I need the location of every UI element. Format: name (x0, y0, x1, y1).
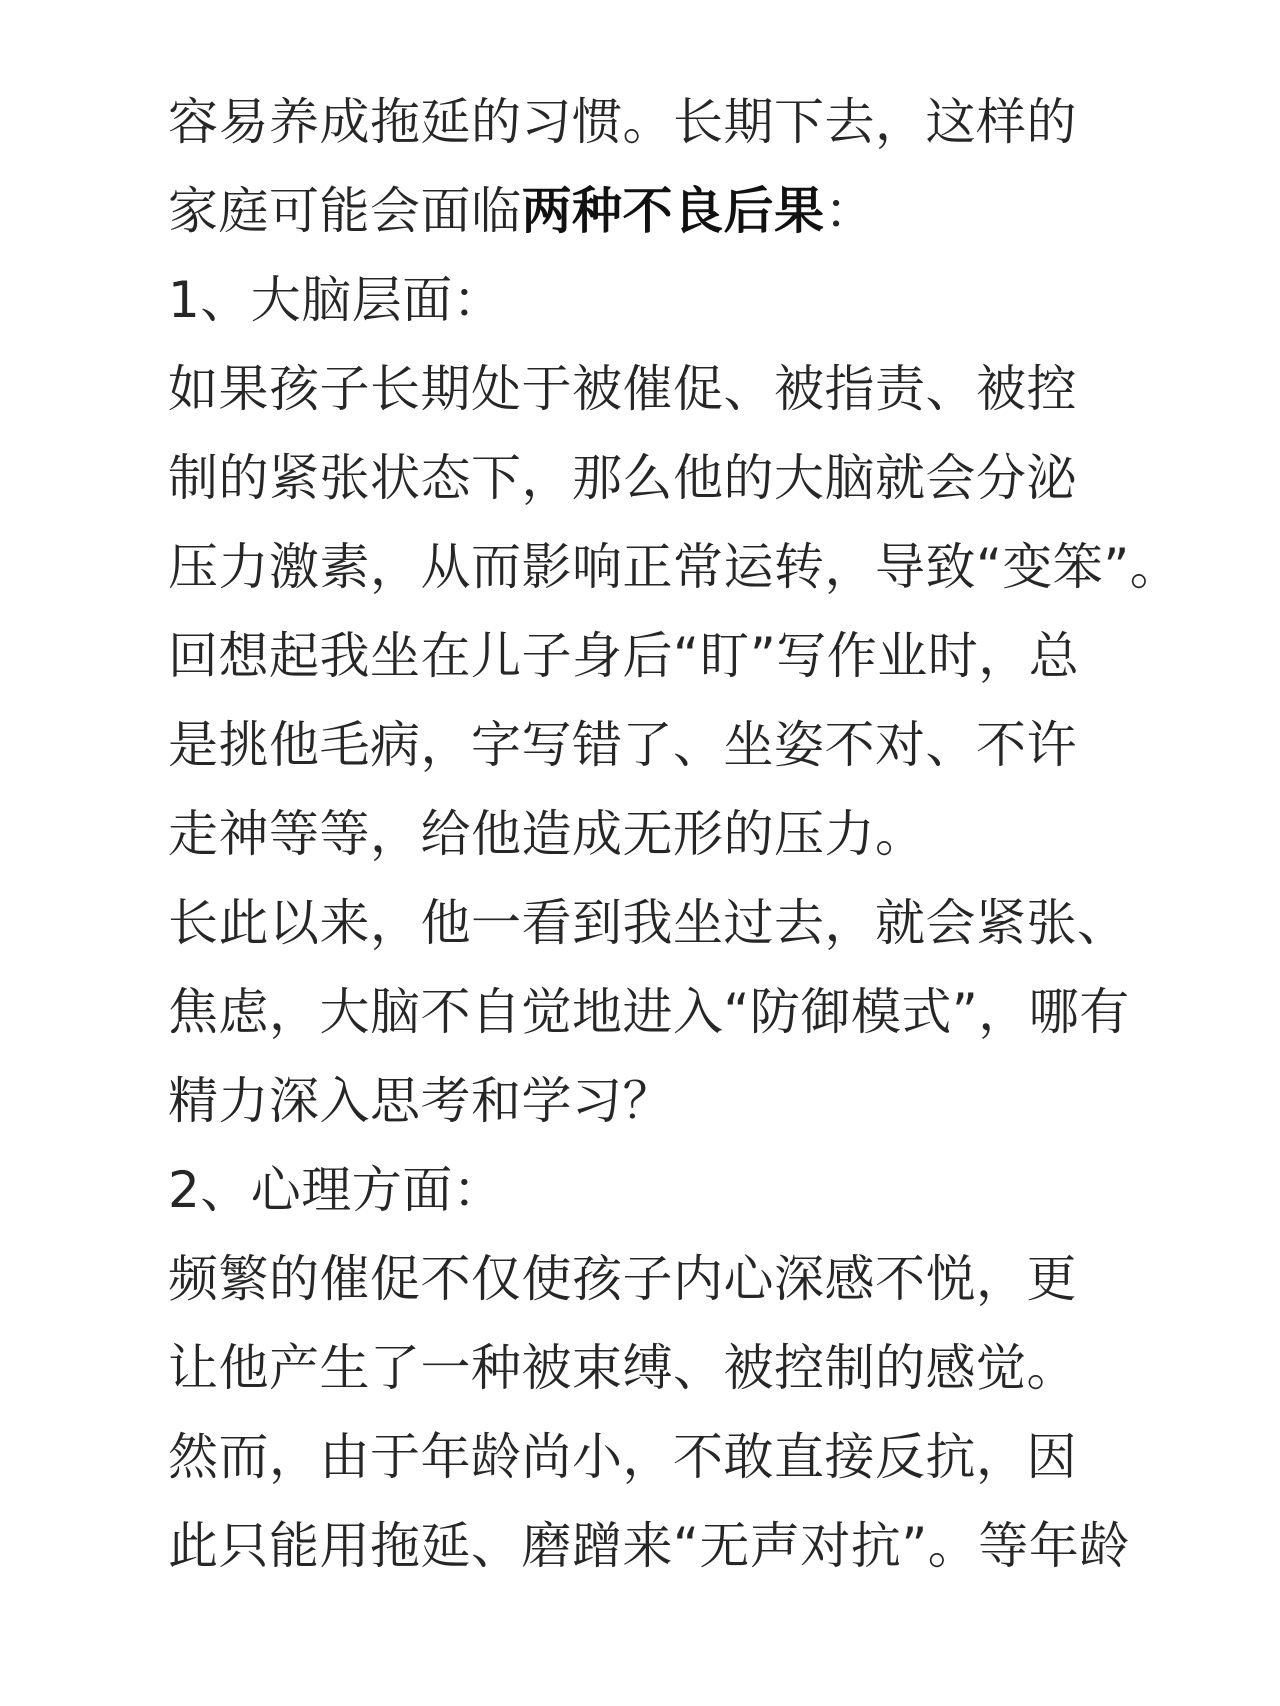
text-line-content: 此只能用拖延、磨蹭来“无声对抗”。等年龄 (168, 1517, 1130, 1575)
text-line (168, 1413, 1268, 1502)
text-line (168, 1057, 1268, 1146)
section-heading-psychology (168, 1146, 1268, 1235)
text-line (168, 523, 1268, 612)
text-line-content: 2、心理方面： (168, 1161, 504, 1219)
text-line (168, 1502, 1268, 1591)
text-line-content: 频繁的催促不仅使孩子内心深感不悦，更 (168, 1250, 1077, 1308)
text-line (168, 879, 1268, 968)
text-line (168, 1324, 1268, 1413)
text-line-content: 压力激素，从而影响正常运转，导致“变笨”。 (168, 538, 1181, 596)
text-line (168, 790, 1268, 879)
text-line-content: ： (824, 182, 875, 240)
text-line-content: 然而，由于年龄尚小，不敢直接反抗，因 (168, 1428, 1077, 1486)
text-line (168, 968, 1268, 1057)
text-line-content: 回想起我坐在儿子身后“盯”写作业时，总 (168, 627, 1080, 685)
text-line (168, 1235, 1268, 1324)
text-line-content: 焦虑，大脑不自觉地进入“防御模式”，哪有 (168, 983, 1130, 1041)
text-line-content: 走神等等，给他造成无形的压力。 (168, 805, 926, 863)
text-line-content: 是挑他毛病，字写错了、坐姿不对、不许 (168, 716, 1077, 774)
text-line (168, 345, 1268, 434)
text-line (168, 78, 1268, 167)
text-line-content: 让他产生了一种被束缚、被控制的感觉。 (168, 1339, 1077, 1397)
section-heading-brain (168, 256, 1268, 345)
text-line-content: 容易养成拖延的习惯。长期下去，这样的 (168, 93, 1077, 151)
text-line (168, 701, 1268, 790)
text-line-content: 家庭可能会面临 (168, 182, 522, 240)
text-line (168, 167, 1268, 256)
text-line-content: 精力深入思考和学习？ (168, 1072, 673, 1130)
article-body (168, 78, 1268, 1591)
text-line-content: 如果孩子长期处于被催促、被指责、被控 (168, 360, 1077, 418)
bold-emphasis: 两种不良后果 (521, 182, 825, 240)
text-line (168, 612, 1268, 701)
text-line-content: 长此以来，他一看到我坐过去，就会紧张、 (168, 894, 1128, 952)
text-line (168, 434, 1268, 523)
text-line-content: 1、大脑层面： (168, 271, 504, 329)
text-line-content: 制的紧张状态下，那么他的大脑就会分泌 (168, 449, 1077, 507)
